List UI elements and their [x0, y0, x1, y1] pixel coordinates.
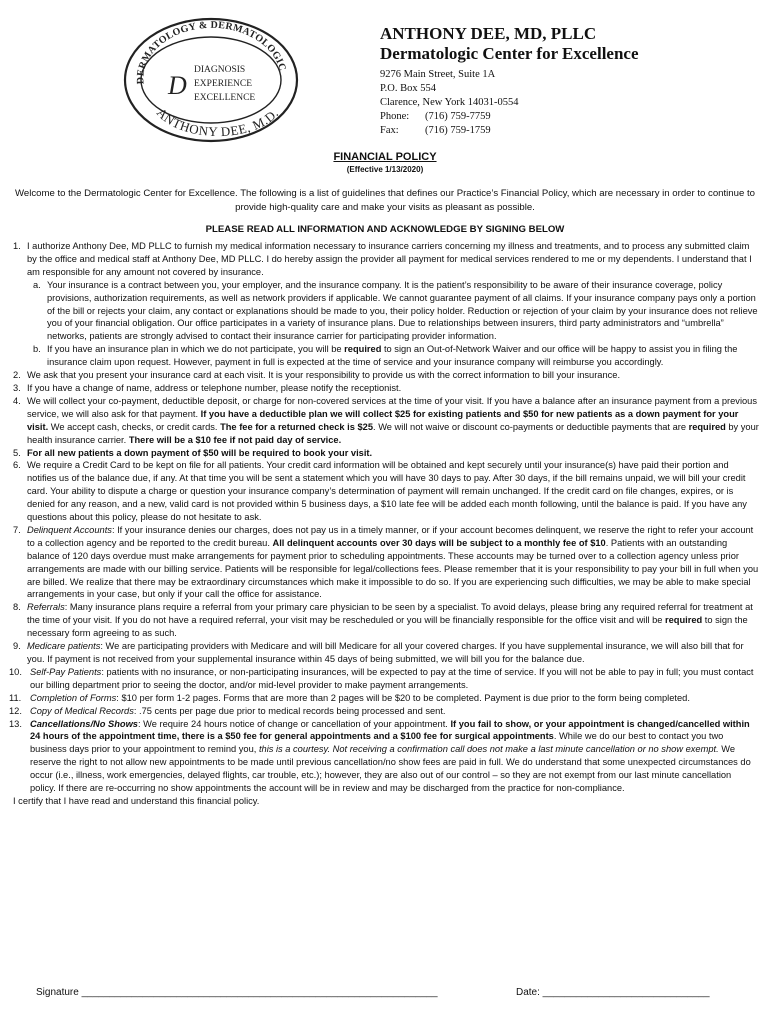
item-bold: required	[688, 421, 726, 432]
list-item	[13, 640, 759, 666]
item-text: to sign an Out-of-Network Waiver and our office will be happy to assist you in filing the insurance claim upon request. However, payment in full is expected at the time of service and your insurance company will reimburse you accordingly.	[47, 344, 738, 368]
list-item	[13, 447, 759, 460]
item-bold: There will be a $10 fee if not paid day of service.	[128, 434, 342, 445]
item-number: 9.	[13, 641, 21, 652]
item-bold: The fee for a returned check is $25	[220, 421, 374, 432]
practice-logo	[122, 14, 300, 144]
logo-word-experience: EXPERIENCE	[194, 79, 253, 89]
sub-item	[13, 343, 759, 369]
item-text: We accept cash, checks, or credit cards.	[48, 421, 221, 432]
item-text: . We will not waive or discount co-payments or deductible payments that are	[373, 421, 689, 432]
item-bold: If you have a deductible plan we will collect $25 for existing patients and $50 for new patients as a down payment for your visit.	[27, 408, 739, 432]
list-item	[9, 705, 759, 718]
item-text: If you have an insurance plan in which we do not participate, you will be	[47, 344, 345, 355]
logo-arc-top: DERMATOLOGY & DERMATOLOGIC	[135, 19, 288, 85]
policy-list	[9, 240, 759, 808]
policy-heading	[0, 151, 770, 175]
item-number: 11.	[9, 692, 22, 703]
logo-monogram: D	[168, 71, 187, 100]
item-number: a.	[33, 279, 41, 290]
acknowledge-heading: PLEASE READ ALL INFORMATION AND ACKNOWLEDGE BY SIGNING BELOW	[205, 224, 565, 235]
item-text: I authorize Anthony Dee, MD PLLC to furnish my medical information necessary to insurance carriers concerning my illness and treatments, and to process any submitted claim by the office and medical staff at Anthony Dee, MD PLLC. I do hereby assign the provider all payment for medical services rendered to me or my dependents. I understand that I am responsible for any amount not covered by insurance.	[27, 241, 752, 277]
item-text: We will collect your co-payment, deductible deposit, or charge for non-covered services at the time of your visit. If you have a balance after an insurance payment from a previous service, we will also ask for that payment.	[27, 395, 757, 419]
item-number: 12.	[9, 705, 22, 716]
phone-line	[380, 110, 639, 124]
date-line[interactable]: Date: ______________________________	[516, 987, 710, 998]
address-line-2: P.O. Box 554	[380, 83, 437, 94]
practice-header	[380, 24, 639, 138]
item-number: 1.	[13, 241, 21, 251]
item-text: . Patients with an outstanding balance of 120 days overdue must make arrangements for payment prior to scheduling appointments. These accounts may be turned over to a collection agency unless prior arrangements are made with our billing service. Patients will be responsible for legal/collections fees. Please remember that it is your responsibility to pay your bill in full when you are billed. We realize that there may be extraordinary circumstances which make it impossible to do so. If you are experiencing such difficulties, we may be able to make special arrangements in your case, but only if your call the office for assistance.	[27, 537, 759, 600]
sub-item	[13, 279, 759, 344]
item-text: : $10 per form 1-2 pages. Forms that are more than 2 pages will be $20 to be completed. Payment is due prior to the form being completed.	[116, 692, 690, 703]
item-topic: Delinquent Accounts	[27, 524, 112, 535]
item-number: 4.	[13, 395, 21, 406]
item-number: 13.	[9, 718, 22, 729]
item-bold: For all new patients a down payment of $50 will be required to book your visit.	[27, 447, 373, 458]
item-text: : Many insurance plans require a referral from your primary care physician to be seen by a specialist. To avoid delays, please bring any required referral for treatment at the time of your visit. If you do not have a required referral, your visit may be rescheduled or you will be financially responsible for the office visit and will be	[27, 602, 753, 626]
list-item	[13, 524, 759, 601]
item-number: 2.	[13, 370, 21, 381]
item-number: 6.	[13, 460, 21, 471]
item-topic: Completion of Forms	[30, 692, 117, 703]
item-number: 8.	[13, 602, 21, 613]
item-text: : patients with no insurance, or non-participating insurances, will be expected to pay at the time of service. If you will not be able to pay in full; you must contact our billing department prior to seeing the doctor, and/or mid-level provider to make payment arrangements.	[30, 666, 754, 690]
logo-word-diagnosis: DIAGNOSIS	[194, 65, 246, 75]
item-number: 10.	[9, 666, 22, 677]
item-number: 5.	[13, 447, 21, 458]
item-number: 3.	[13, 382, 21, 393]
certify-statement: I certify that I have read and understand this financial policy.	[13, 795, 260, 806]
item-text: We ask that you present your insurance card at each visit. It is your responsibility to provide us with the correct information to bill your insurance.	[27, 370, 621, 381]
address-line-1: 9276 Main Street, Suite 1A	[380, 69, 496, 80]
item-bold: All delinquent accounts over 30 days will be subject to a monthly fee of $10	[272, 537, 606, 548]
item-text: Your insurance is a contract between you, your employer, and the insurance company. It is the patient’s responsibility to be aware of their insurance coverage, policy provisions, authorization requirements, as well as network providers if applicable. We cannot guarantee payment of all claims. If your insurance company pays only a portion of the bill or rejects your claim, any contact or explanations should be made to you, their policy holder. Reduction or rejection of your claim by your insurance does not relieve you of your financial obligation. Our office participates in a variety of insurance plans. Due to relationships between insurers, third party administrators and “umbrella” networks, patients are strongly advised to contact their insurance carrier for participating provider information.	[47, 279, 758, 342]
logo-word-excellence: EXCELLENCE	[194, 93, 256, 103]
item-number: 7.	[13, 524, 21, 535]
item-text: If you have a change of name, address or telephone number, please notify the receptionist.	[27, 382, 402, 393]
signature-line[interactable]: Signature ________________________________________________________________	[36, 987, 438, 998]
item-number: b.	[33, 344, 41, 355]
list-item	[9, 692, 759, 705]
item-text: by your health insurance carrier.	[27, 421, 759, 445]
item-italic: this is a courtesy. Not receiving a confirmation call does not make a last minute cancellation or no show exempt.	[258, 744, 719, 755]
list-item	[13, 382, 759, 395]
item-text: We reserve the right to not allow new appointments to be made until previous cancellation/no show fees are paid in full. We do understand that some unexpected circumstances do occur (i.e., illness, work emergencies, delayed flights, car trouble, etc.); however, they are also out of our control – so they are not exempt from our last minute cancellation policy. If there are re-occurring no show appointments the account will be in review and may be discharged from the practice for non-compliance.	[30, 744, 751, 794]
fax-label: Fax:	[380, 125, 399, 136]
item-topic: Cancellations/No Shows	[30, 718, 138, 729]
policy-effective-date: (Effective 1/13/2020)	[346, 165, 424, 174]
phone-number: (716) 759-7759	[425, 111, 491, 122]
item-bold: If you fail to show, or your appointment is changed/cancelled within 24 hours of the appointment time, there is a $50 fee for general appointments and a $100 fee for surgical appointments	[30, 718, 750, 742]
item-topic: Medicare patients	[27, 641, 101, 652]
item-text: : We require 24 hours notice of change or cancellation of your appointment.	[137, 718, 451, 729]
item-topic: Referrals	[27, 602, 65, 613]
list-item	[13, 240, 759, 279]
policy-title: FINANCIAL POLICY	[333, 151, 437, 163]
list-item	[9, 718, 759, 795]
list-item	[13, 459, 759, 524]
item-text: : If your insurance denies our charges, does not pay us in a timely manner, or if your account becomes delinquent, we reserve the right to refer your account to a collection agency and be reported to the credit bureau.	[27, 524, 754, 548]
practice-name: ANTHONY DEE, MD, PLLC	[380, 24, 597, 43]
address-line-3: Clarence, New York 14031-0554	[380, 97, 519, 108]
phone-label: Phone:	[380, 111, 410, 122]
intro-paragraph: Welcome to the Dermatologic Center for Excellence. The following is a list of guidelines that defines our Practice’s Financial Policy, which are necessary in order to continue to provide high-quality care and make your visits as pleasant as possible.	[15, 188, 755, 213]
item-text: . While we do our best to contact you two business days prior to your appointment to remind you,	[30, 731, 724, 755]
list-item	[9, 666, 759, 692]
logo-seal	[122, 14, 300, 144]
center-name: Dermatologic Center for Excellence	[380, 44, 639, 63]
item-bold: required	[344, 344, 382, 355]
item-text: : We are participating providers with Medicare and will bill Medicare for all your covered charges. If you have supplemental insurance, we will also bill that for you. If payment is not received from your supplemental insurance within 45 days of being submitted, we will bill you for the balance due.	[27, 641, 744, 664]
item-text: to sign the necessary form agreeing to as such.	[27, 615, 748, 639]
item-bold: required	[665, 615, 703, 626]
logo-arc-bottom: ANTHONY DEE, M.D.	[153, 104, 282, 140]
list-item	[13, 601, 759, 640]
fax-number: (716) 759-1759	[425, 125, 491, 136]
fax-line	[380, 124, 639, 138]
item-topic: Copy of Medical Records	[30, 705, 134, 716]
list-item	[13, 395, 759, 447]
list-item	[13, 369, 759, 382]
item-text: We require a Credit Card to be kept on file for all patients. Your credit card information will be obtained and kept securely until your insurance(s) have paid their portion and notifies us of the balance due, if any. At that time you will be sent a statement which you will have 30 days to pay. After 30 days, if the bill remains unpaid, we will bill your credit card. Your ability to dispute a charge or question your insurance company’s determination of payment will remain unchanged. If the credit card on file changes, expires, or is denied for any reason, and a new, valid card is not provided within 5 business days, a $10 late fee will be added each month following, until the balance is paid. If you have any questions about this policy, please do not hesitate to ask.	[27, 460, 747, 523]
item-text: : .75 cents per page due prior to medical records being processed and sent.	[133, 705, 446, 716]
item-topic: Self-Pay Patients	[30, 666, 102, 677]
